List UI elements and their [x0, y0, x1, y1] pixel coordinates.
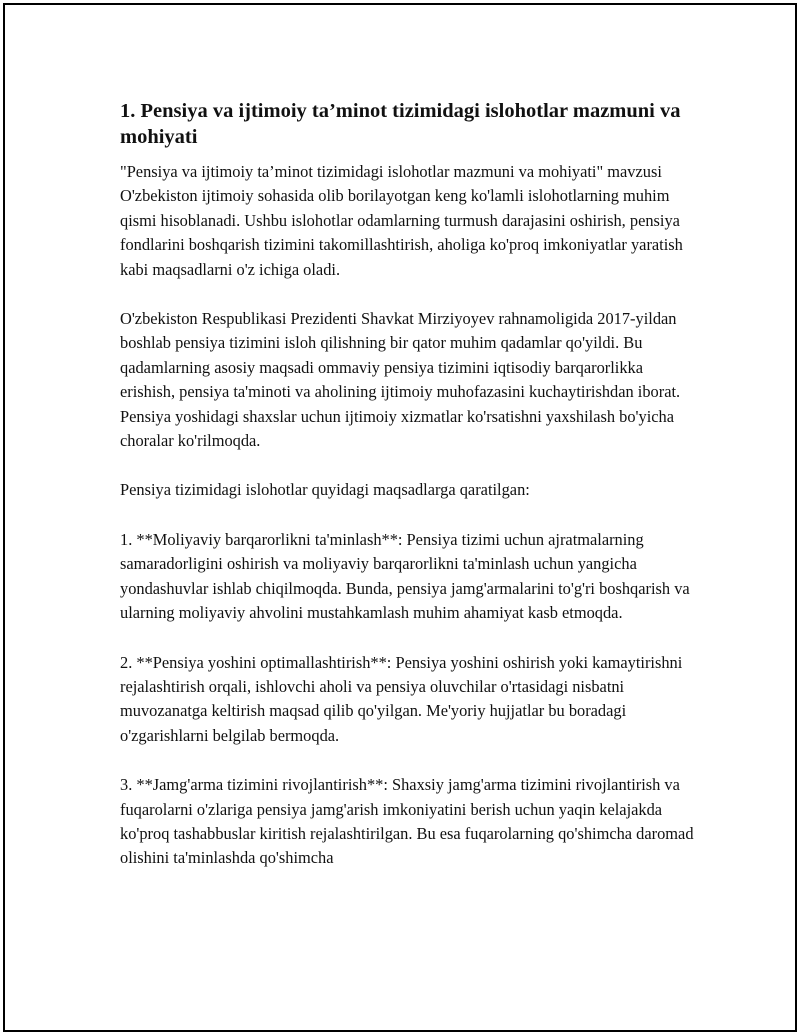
paragraph-goals-lead: Pensiya tizimidagi islohotlar quyidagi maqsadlarga qaratilgan:	[120, 480, 530, 500]
page-frame	[3, 3, 797, 1032]
paragraph-goal-3: 3. **Jamg'arma tizimini rivojlantirish**: Shaxsiy jamg'arma tizimini rivojlantirish va fuqarolarni o'zlariga pensiya jamg'arish imkoniyatini berish uchun yaqin kelajakda ko'proq tashabbuslar kiritish rejalashtirilgan. Bu esa fuqarolarning qo'shimcha daromad olishini ta'minlashda qo'shimcha	[120, 775, 694, 868]
paragraph-goal-2: 2. **Pensiya yoshini optimallashtirish**: Pensiya yoshini oshirish yoki kamaytirishni rejalashtirish orqali, ishlovchi aholi va pensiya oluvchilar o'rtasidagi nisbatni muvozanatga keltirish maqsad qilib qo'yilgan. Me'yoriy hujjatlar bu boradagi o'zgarishlarni belgilab bermoqda.	[120, 652, 683, 745]
document-body	[120, 98, 700, 896]
section-heading: 1. Pensiya va ijtimoiy ta’minot tizimidagi islohotlar mazmuni va mohiyati	[120, 100, 681, 148]
paragraph-goal-1: 1. **Moliyaviy barqarorlikni ta'minlash**: Pensiya tizimi uchun ajratmalarning samaradorligini oshirish va moliyaviy barqarorlikni ta'minlash uchun yangicha yondashuvlar ishlab chiqilmoqda. Bunda, pensiya jamg'armalarini to'g'ri boshqarish va ularning moliyaviy ahvolini mustahkamlash muhim ahamiyat kasb etmoqda.	[120, 529, 690, 623]
paragraph-intro: "Pensiya va ijtimoiy ta’minot tizimidagi islohotlar mazmuni va mohiyati" mavzusi O'zbekiston ijtimoiy sohasida olib borilayotgan keng ko'lamli islohotlarning muhim qismi hisoblanadi. Ushbu islohotlar odamlarning turmush darajasini oshirish, pensiya fondlarini boshqarish tizimini takomillashtirish, aholiga ko'proq imkoniyatlar yaratish kabi maqsadlarni o'z ichiga oladi.	[120, 162, 683, 279]
paragraph-reforms-history: O'zbekiston Respublikasi Prezidenti Shavkat Mirziyoyev rahnamoligida 2017-yildan boshlab pensiya tizimini isloh qilishning bir qator muhim qadamlar qo'yildi. Bu qadamlarning asosiy maqsadi ommaviy pensiya tizimini iqtisodiy barqarorlikka erishish, pensiya ta'minoti va aholining ijtimoiy muhofazasini kuchaytirishdan iborat. Pensiya yoshidagi shaxslar uchun ijtimoiy xizmatlar ko'rsatishni yaxshilash bo'yicha choralar ko'rilmoqda.	[120, 309, 681, 451]
